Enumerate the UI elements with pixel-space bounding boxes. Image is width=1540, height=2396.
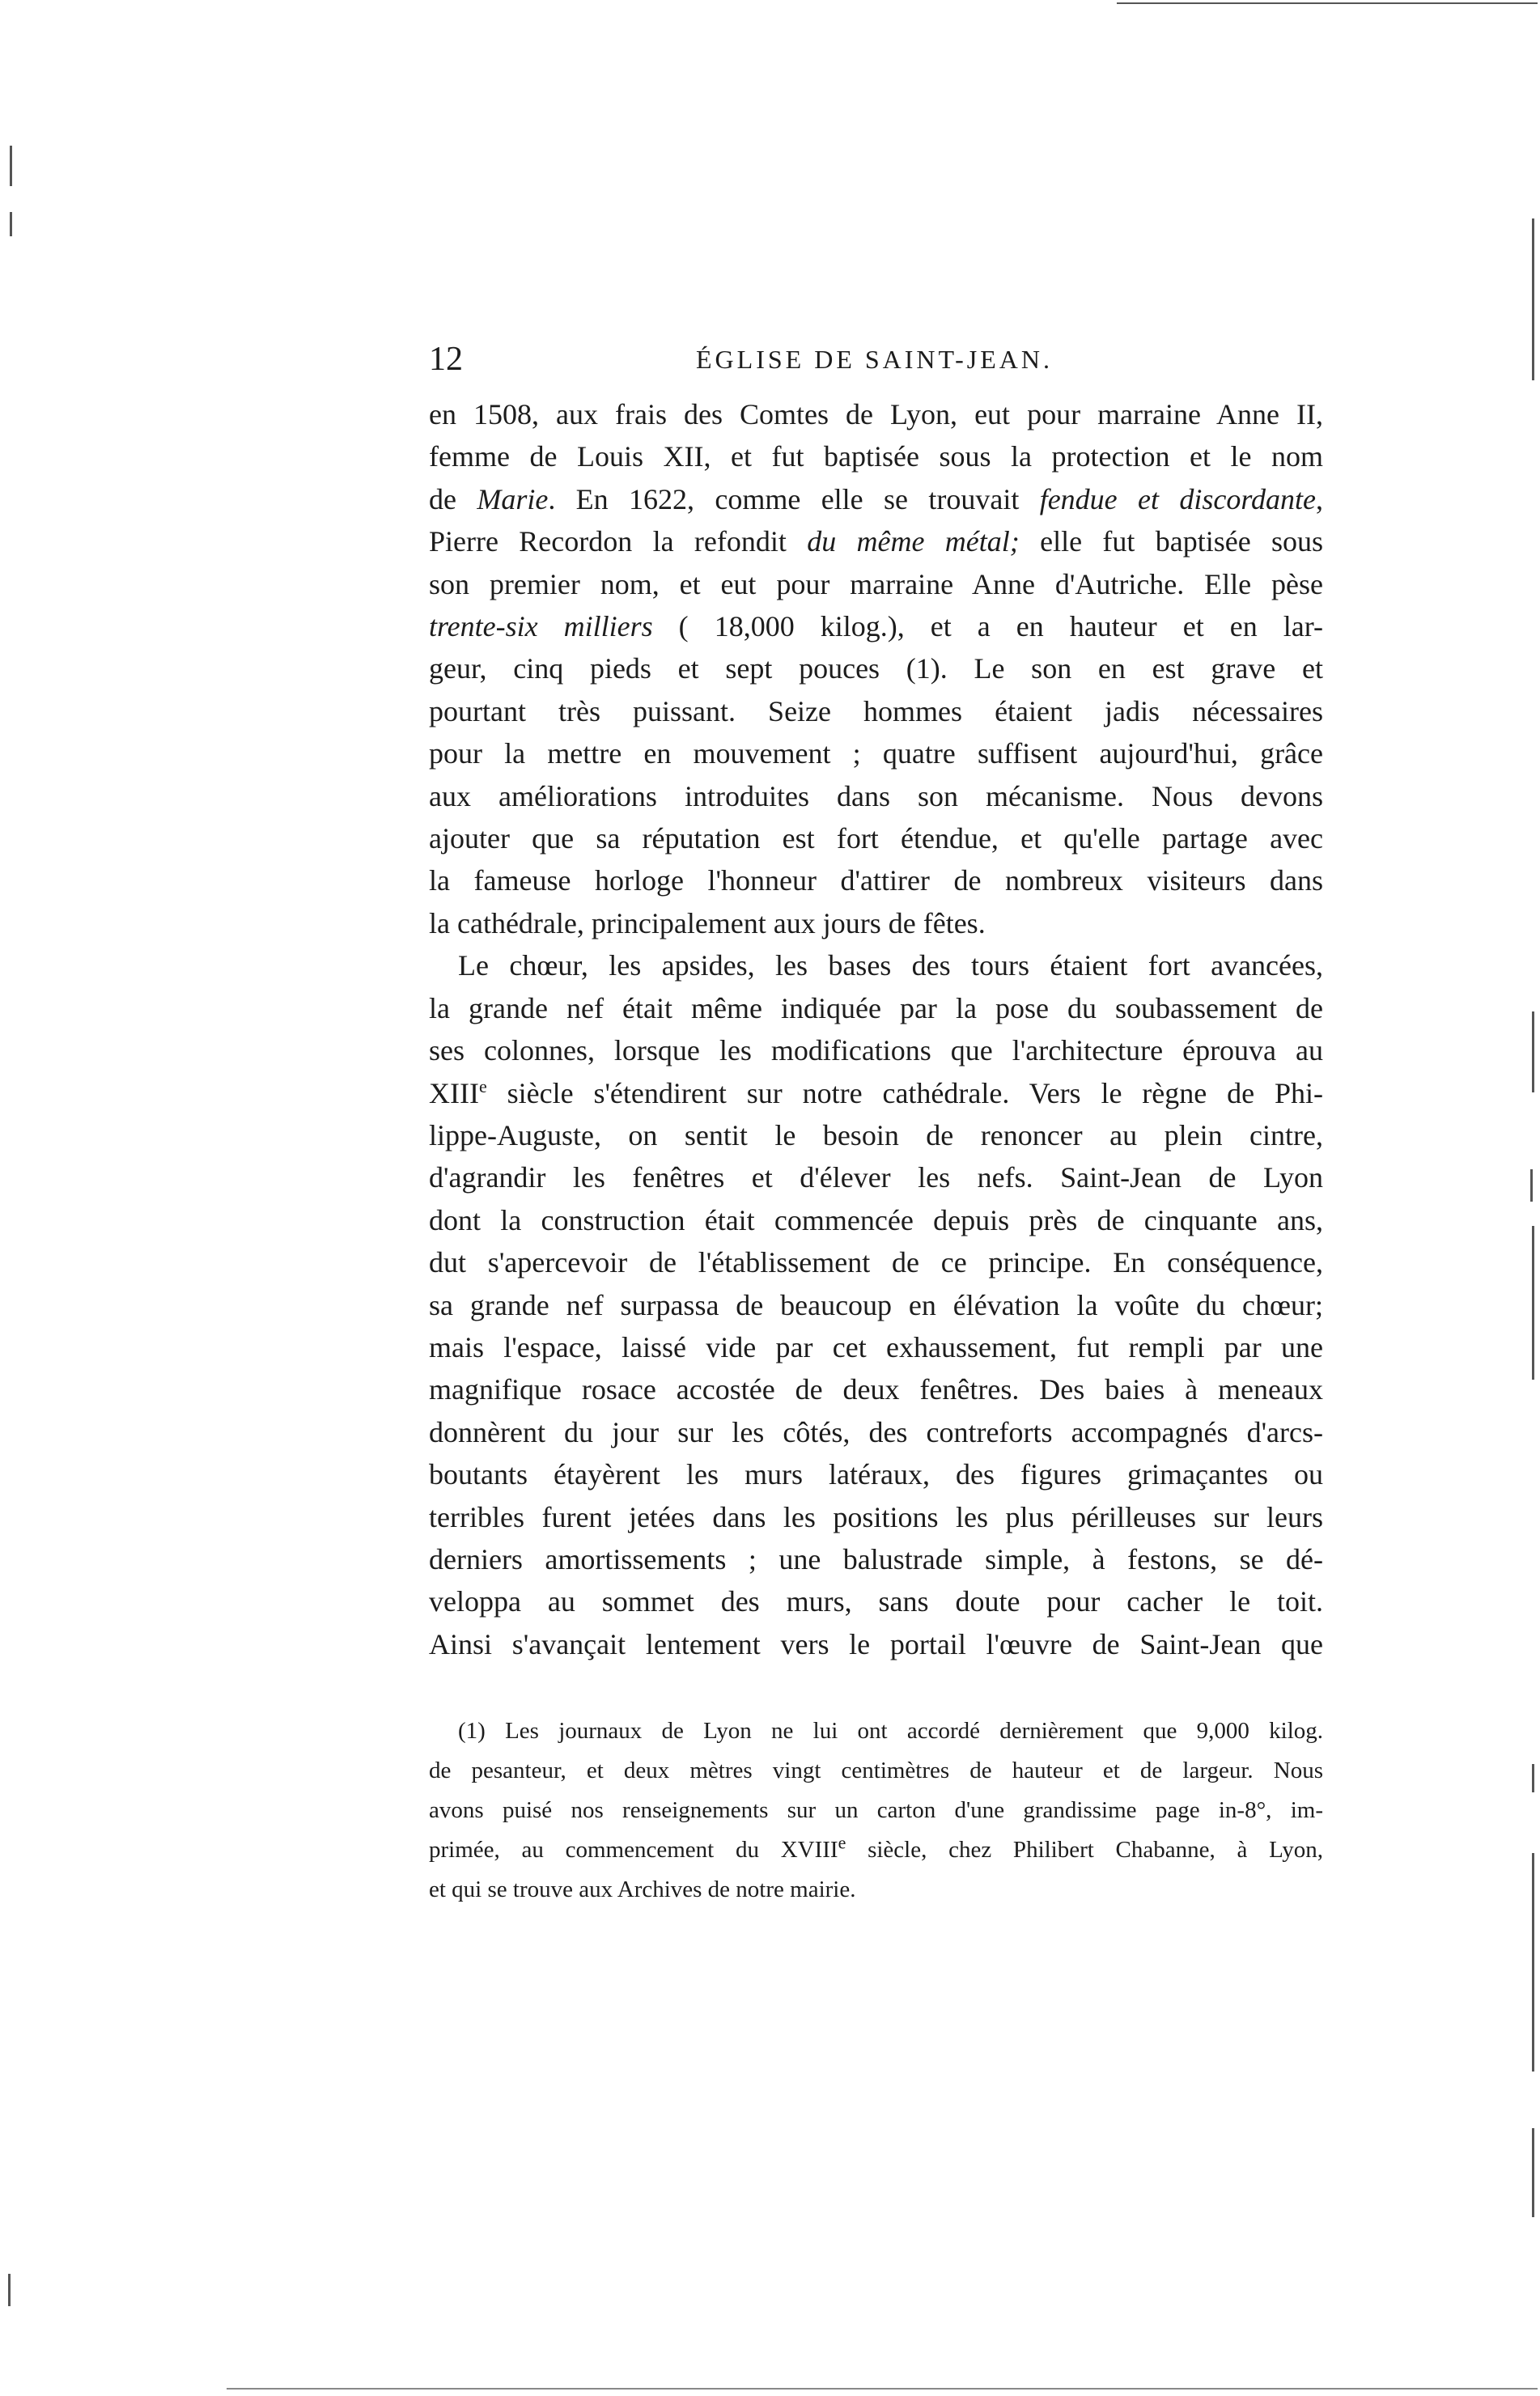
italic-text: du même métal;	[807, 525, 1020, 558]
running-title: ÉGLISE DE SAINT-JEAN.	[696, 345, 1054, 374]
text-line: pourtant très puissant. Seize hommes étaient jadis nécessaires	[429, 694, 1323, 727]
italic-text: fendue et discordante	[1039, 482, 1316, 515]
scan-edge-right-2	[1532, 1011, 1534, 1092]
text-line: Pierre Recordon la refondit du même métal; elle fut baptisée sous	[429, 525, 1324, 558]
text-line: aux améliorations introduites dans son mécanisme. Nous devons	[429, 779, 1323, 812]
footnote-line: avons puisé nos renseignements sur un carton d'une grandissime page in-8°, im-	[429, 1797, 1323, 1823]
text-line: femme de Louis XII, et fut baptisée sous la protection et le nom	[429, 440, 1323, 473]
italic-text: trente-six milliers	[429, 610, 653, 643]
scan-edge-right-3	[1530, 1169, 1533, 1202]
text-line: de Marie. En 1622, comme elle se trouvait fendue et discordante,	[429, 482, 1323, 515]
text-line: dut s'apercevoir de l'établissement de ce principe. En conséquence,	[429, 1246, 1323, 1279]
scan-edge-bottom	[227, 2388, 1538, 2390]
text-line: lippe-Auguste, on sentit le besoin de renoncer au plein cintre,	[429, 1118, 1323, 1151]
text-line: la grande nef était même indiquée par la pose du soubassement de	[429, 991, 1323, 1024]
text-line: dont la construction était commencée depuis près de cinquante ans,	[429, 1203, 1323, 1236]
text-line: Le chœur, les apsides, les bases des tours étaient fort avancées,	[458, 949, 1323, 982]
text-line: sa grande nef surpassa de beaucoup en élévation la voûte du chœur;	[429, 1288, 1323, 1321]
footnote	[429, 1711, 1323, 1910]
text-line: geur, cinq pieds et sept pouces (1). Le son en est grave et	[429, 652, 1323, 685]
scan-edge-left-3	[8, 2274, 11, 2306]
text-line: d'agrandir les fenêtres et d'élever les nefs. Saint-Jean de Lyon	[429, 1161, 1323, 1194]
footnote-line: de pesanteur, et deux mètres vingt centimètres de hauteur et de largeur. Nous	[429, 1758, 1323, 1783]
italic-text: Marie	[477, 482, 549, 515]
scan-edge-left-1	[10, 146, 12, 186]
page-number: 12	[429, 341, 463, 378]
text-line: Ainsi s'avançait lentement vers le portail l'œuvre de Saint-Jean que	[429, 1627, 1323, 1660]
text-line: la fameuse horloge l'honneur d'attirer de nombreux visiteurs dans	[429, 864, 1323, 897]
scan-edge-left-2	[10, 212, 12, 236]
text-line: la cathédrale, principalement aux jours de fêtes.	[429, 906, 986, 939]
text-line: ajouter que sa réputation est fort étendue, et qu'elle partage avec	[429, 822, 1323, 855]
scan-edge-right-5	[1532, 1764, 1534, 1792]
text-line: veloppa au sommet des murs, sans doute pour cacher le toit.	[429, 1585, 1323, 1618]
text-line: mais l'espace, laissé vide par cet exhaussement, fut rempli par une	[429, 1330, 1323, 1363]
text-line: donnèrent du jour sur les côtés, des contreforts accompagnés d'arcs-	[429, 1415, 1323, 1448]
text-line: XIIIe siècle s'étendirent sur notre cathédrale. Vers le règne de Phi-	[429, 1075, 1323, 1109]
text-line: derniers amortissements ; une balustrade simple, à festons, se dé-	[429, 1542, 1323, 1575]
body-text	[429, 393, 1323, 1665]
text-line: boutants étayèrent les murs latéraux, des figures grimaçantes ou	[429, 1458, 1323, 1491]
scan-edge-right-4	[1532, 1226, 1534, 1380]
text-line: pour la mettre en mouvement ; quatre suffisent aujourd'hui, grâce	[429, 737, 1323, 770]
footnote-line: et qui se trouve aux Archives de notre mairie.	[429, 1877, 856, 1902]
footnote-line: primée, au commencement du XVIIIe siècle, chez Philibert Chabanne, à Lyon,	[429, 1832, 1323, 1863]
footnote-line: (1) Les journaux de Lyon ne lui ont accordé dernièrement que 9,000 kilog.	[458, 1718, 1323, 1744]
text-line: ses colonnes, lorsque les modifications que l'architecture éprouva au	[429, 1034, 1323, 1067]
text-line: trente-six milliers ( 18,000 kilog.), et a en hauteur et en lar-	[429, 610, 1324, 643]
page-header	[429, 340, 1323, 388]
text-line: en 1508, aux frais des Comtes de Lyon, eut pour marraine Anne II,	[429, 398, 1323, 430]
scan-edge-right-1	[1532, 218, 1534, 380]
scan-edge-top	[1117, 2, 1538, 4]
text-line: son premier nom, et eut pour marraine Anne d'Autriche. Elle pèse	[429, 567, 1323, 600]
text-line: terribles furent jetées dans les positions les plus périlleuses sur leurs	[429, 1500, 1323, 1533]
scan-edge-right-6	[1532, 1853, 1534, 2072]
scan-edge-right-7	[1532, 2128, 1534, 2217]
text-line: magnifique rosace accostée de deux fenêtres. Des baies à meneaux	[429, 1373, 1323, 1406]
